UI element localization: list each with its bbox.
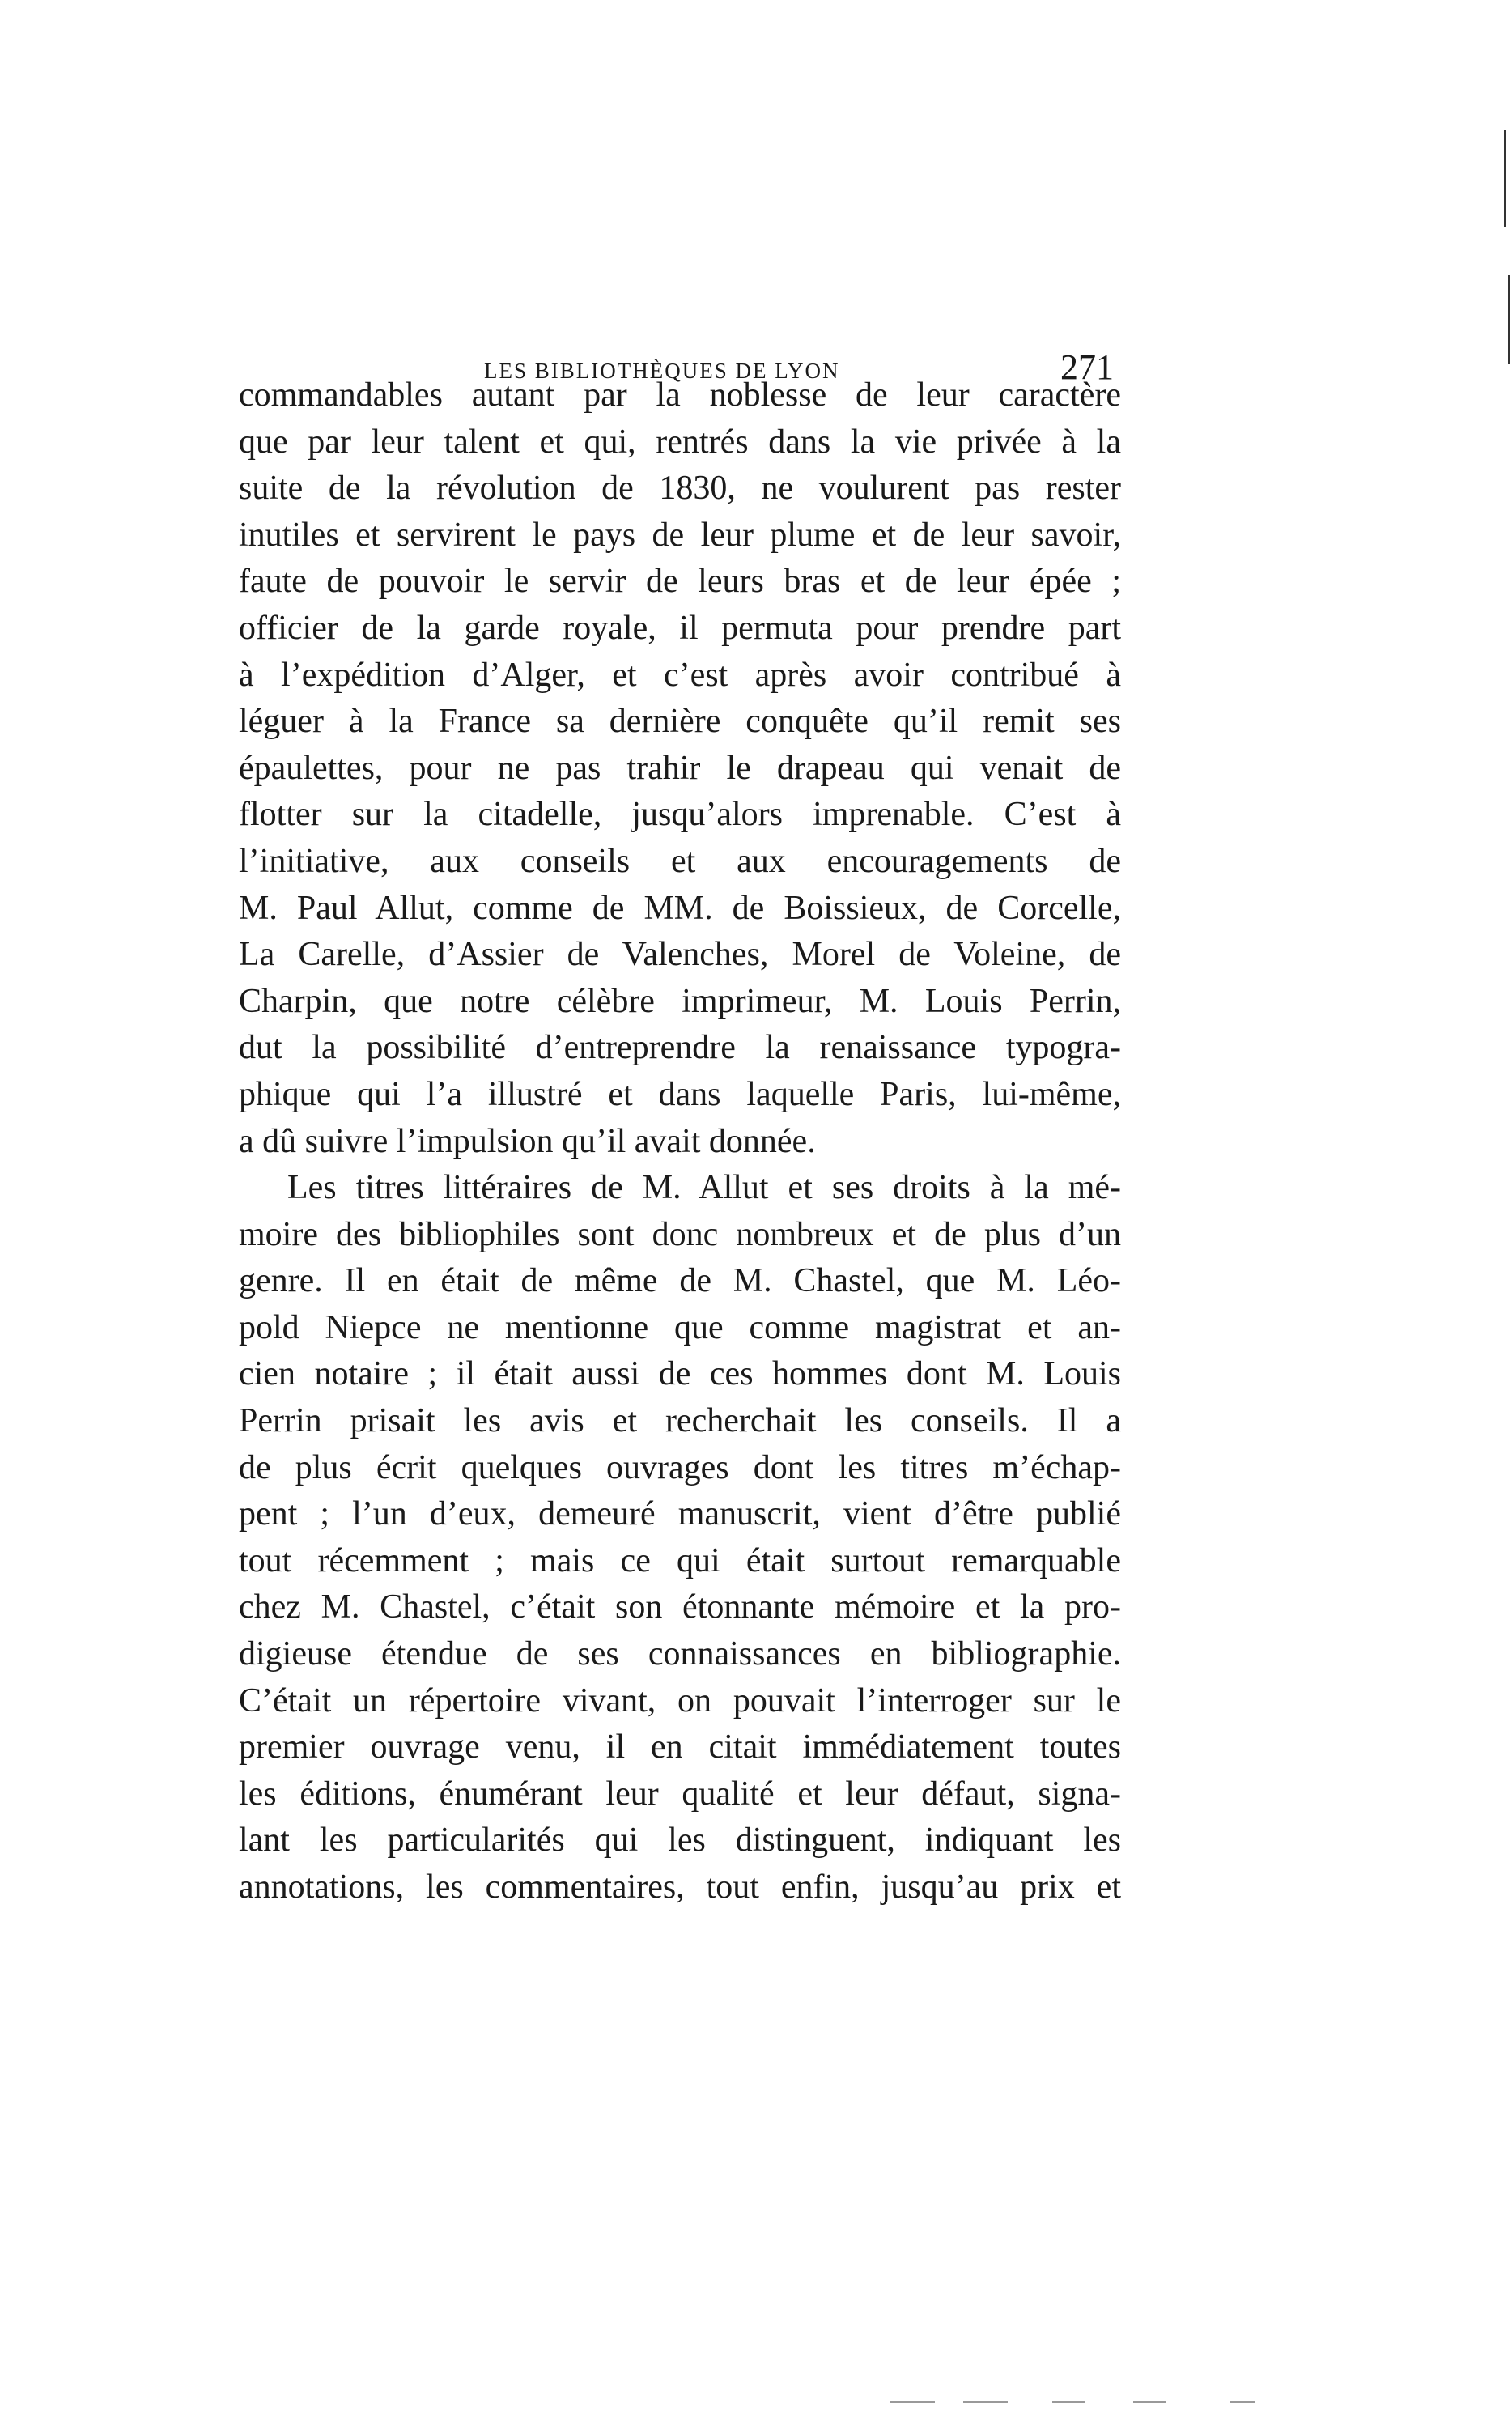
text-line: premier ouvrage venu, il en citait immédiatement toutes [239,1728,1121,1766]
paragraph-end-line: a dû suivre l’impulsion qu’il avait donnée. [239,1122,816,1160]
text-line: inutiles et servirent le pays de leur plume et de leur savoir, [239,516,1121,554]
text-line: pold Niepce ne mentionne que comme magistrat et an- [239,1308,1121,1346]
text-line: genre. Il en était de même de M. Chastel, que M. Léo- [239,1262,1121,1300]
text-line: que par leur talent et qui, rentrés dans la vie privée à la [239,423,1121,461]
text-line: les éditions, énumérant leur qualité et leur défaut, signa- [239,1775,1121,1813]
text-line: épaulettes, pour ne pas trahir le drapeau qui venait de [239,749,1121,787]
text-line: léguer à la France sa dernière conquête qu’il remit ses [239,703,1121,741]
text-line: phique qui l’a illustré et dans laquelle Paris, lui-même, [239,1075,1121,1113]
text-line: lant les particularités qui les distinguent, indiquant les [239,1822,1121,1860]
text-line: l’initiative, aux conseils et aux encouragements de [239,842,1121,880]
text-line: cien notaire ; il était aussi de ces hommes dont M. Louis [239,1355,1121,1393]
scan-dash [1052,2401,1085,2403]
text-line: tout récemment ; mais ce qui était surtout remarquable [239,1541,1121,1579]
text-line: annotations, les commentaires, tout enfin, jusqu’au prix et [239,1868,1121,1906]
text-line: dut la possibilité d’entreprendre la renaissance typogra- [239,1029,1121,1067]
body-text [239,372,1121,1911]
text-line: digieuse étendue de ses connaissances en bibliographie. [239,1635,1121,1673]
scan-dash [963,2401,1008,2403]
paragraph-start-line: Les titres littéraires de M. Allut et ses droits à la mé- [287,1169,1121,1207]
scan-dash [1133,2401,1166,2403]
running-head: LES BIBLIOTHÈQUES DE LYON [484,359,840,383]
text-line: Perrin prisait les avis et recherchait les conseils. Il a [239,1402,1121,1440]
text-line: faute de pouvoir le servir de leurs bras et de leur épée ; [239,563,1121,601]
text-line: de plus écrit quelques ouvrages dont les titres m’échap- [239,1448,1121,1486]
scan-dash [1230,2401,1255,2403]
scan-edge-mark [1508,275,1510,364]
scan-dash [890,2401,935,2403]
text-line: La Carelle, d’Assier de Valenches, Morel de Voleine, de [239,936,1121,974]
text-line: commandables autant par la noblesse de leur caractère [239,376,1121,414]
text-line: pent ; l’un d’eux, demeuré manuscrit, vient d’être publié [239,1495,1121,1533]
text-line: M. Paul Allut, comme de MM. de Boissieux, de Corcelle, [239,889,1121,927]
text-line: officier de la garde royale, il permuta pour prendre part [239,609,1121,647]
text-line: C’était un répertoire vivant, on pouvait l’interroger sur le [239,1681,1121,1720]
text-line: moire des bibliophiles sont donc nombreux et de plus d’un [239,1215,1121,1253]
text-line: flotter sur la citadelle, jusqu’alors imprenable. C’est à [239,796,1121,834]
text-line: suite de la révolution de 1830, ne voulurent pas rester [239,470,1121,508]
scan-edge-mark [1504,130,1506,227]
text-line: Charpin, que notre célèbre imprimeur, M. Louis Perrin, [239,982,1121,1020]
text-line: à l’expédition d’Alger, et c’est après avoir contribué à [239,656,1121,694]
text-line: chez M. Chastel, c’était son étonnante mémoire et la pro- [239,1588,1121,1626]
page-number: 271 [1060,347,1114,387]
